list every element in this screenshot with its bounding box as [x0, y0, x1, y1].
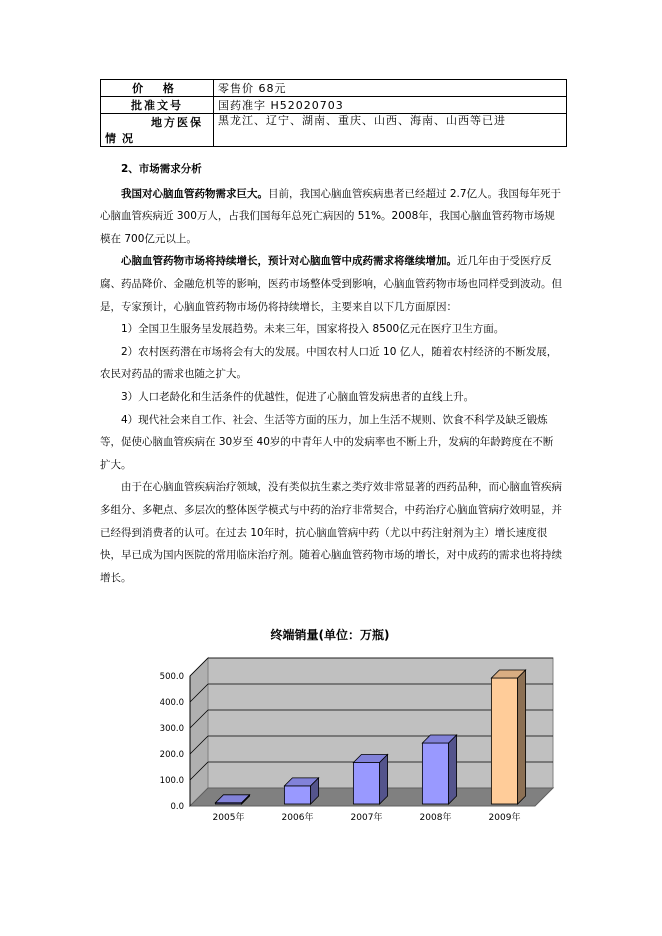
chart-side-wall	[190, 658, 208, 806]
list-item: 4）现代社会来自工作、社会、生活等方面的压力，加上生活不规则、饮食不科学及缺乏锻炼等，促使心脑血管疾病在 30岁至 40岁的中青年人中的发病率也不断上升，发病的年龄跨度在不断扩大。	[100, 413, 554, 471]
paragraph-2-lead: 心脑血管药物市场将持续增长，预计对心脑血管中成药需求将继续增加。	[121, 255, 457, 268]
approval-label: 批准文号	[101, 97, 214, 114]
approval-value: 国药准字 H52020703	[214, 97, 567, 114]
market-analysis-section	[100, 158, 562, 589]
list-item: 2）农村医药潜在市场将会有大的发展。中国农村人口近 10 亿人，随着农村经济的不断发展，农民对药品的需求也随之扩大。	[100, 345, 558, 381]
y-tick-label: 400.0	[159, 698, 184, 708]
x-tick-label: 2006年	[281, 813, 314, 823]
list-item: 3）人口老龄化和生活条件的优越性，促进了心脑血管发病患者的直线上升。	[121, 390, 475, 403]
y-tick-label: 200.0	[159, 750, 184, 760]
insurance-label	[101, 114, 214, 147]
bar-side	[449, 735, 457, 804]
paragraph-1	[100, 183, 562, 251]
list-item: 1）全国卫生服务呈发展趋势。未来三年，国家将投入 8500亿元在医疗卫生方面。	[121, 323, 505, 336]
bar	[353, 763, 379, 805]
table-row	[101, 80, 567, 97]
bar	[491, 678, 517, 804]
x-tick-label: 2007年	[350, 813, 383, 823]
insurance-label-line2: 情况	[105, 132, 139, 145]
x-tick-label: 2009年	[488, 813, 521, 823]
section-title: 2、市场需求分析	[121, 163, 202, 175]
paragraph-2	[100, 250, 562, 318]
table-row	[101, 114, 567, 147]
y-tick-label: 500.0	[159, 672, 184, 682]
bar-side	[380, 755, 388, 805]
price-value: 零售价 68元	[214, 80, 567, 97]
bar	[284, 786, 310, 804]
y-tick-label: 0.0	[170, 802, 184, 812]
insurance-label-line1: 地方医保	[151, 116, 203, 129]
insurance-value: 黑龙江、辽宁、湖南、重庆、山西、海南、山西等已进	[214, 114, 567, 147]
product-info-table	[100, 79, 567, 147]
sales-bar-chart	[140, 648, 570, 833]
paragraph-1-lead: 我国对心脑血管药物需求巨大。	[121, 187, 268, 200]
table-row	[101, 97, 567, 114]
x-tick-label: 2008年	[419, 813, 452, 823]
y-tick-label: 300.0	[159, 724, 184, 734]
chart-title: 终端销量(单位：万瓶)	[270, 628, 390, 642]
paragraph-1-body: 目前，我国心脑血管疾病患者已经超过 2.7亿人。我国每年死于心脑血管疾病近 300万人，占我们国每年总死亡病因的 51%。2008年，我国心脑血管药物市场规模在 700亿元以上。	[100, 187, 562, 245]
bar-side	[518, 670, 526, 804]
paragraph-2-body: 近几年由于受医疗反腐、药品降价、金融危机等的影响，医药市场整体受到影响，心脑血管药物市场也同样受到波动。但是，专家预计，心脑血管药物市场仍将持续增长，主要来自以下几方面原因：	[100, 255, 562, 313]
y-tick-label: 100.0	[159, 776, 184, 786]
bar	[422, 743, 448, 804]
paragraph-3: 由于在心脑血管疾病治疗领域，没有类似抗生素之类疗效非常显著的西药品种，而心脑血管疾病多组分、多靶点、多层次的整体医学模式与中药的治疗非常契合，中药治疗心脑血管病疗效明显，并已经得到消费者的认可。在过去 10年时，抗心脑血管病中药（尤以中药注射剂为主）增长速度很快，早已成为国内医院的常用临床治疗剂。随着心脑血管药物市场的增长，对中成药的需求也将持续增长。	[100, 481, 562, 584]
price-label: 价 格	[101, 80, 214, 97]
x-tick-label: 2005年	[212, 813, 245, 823]
